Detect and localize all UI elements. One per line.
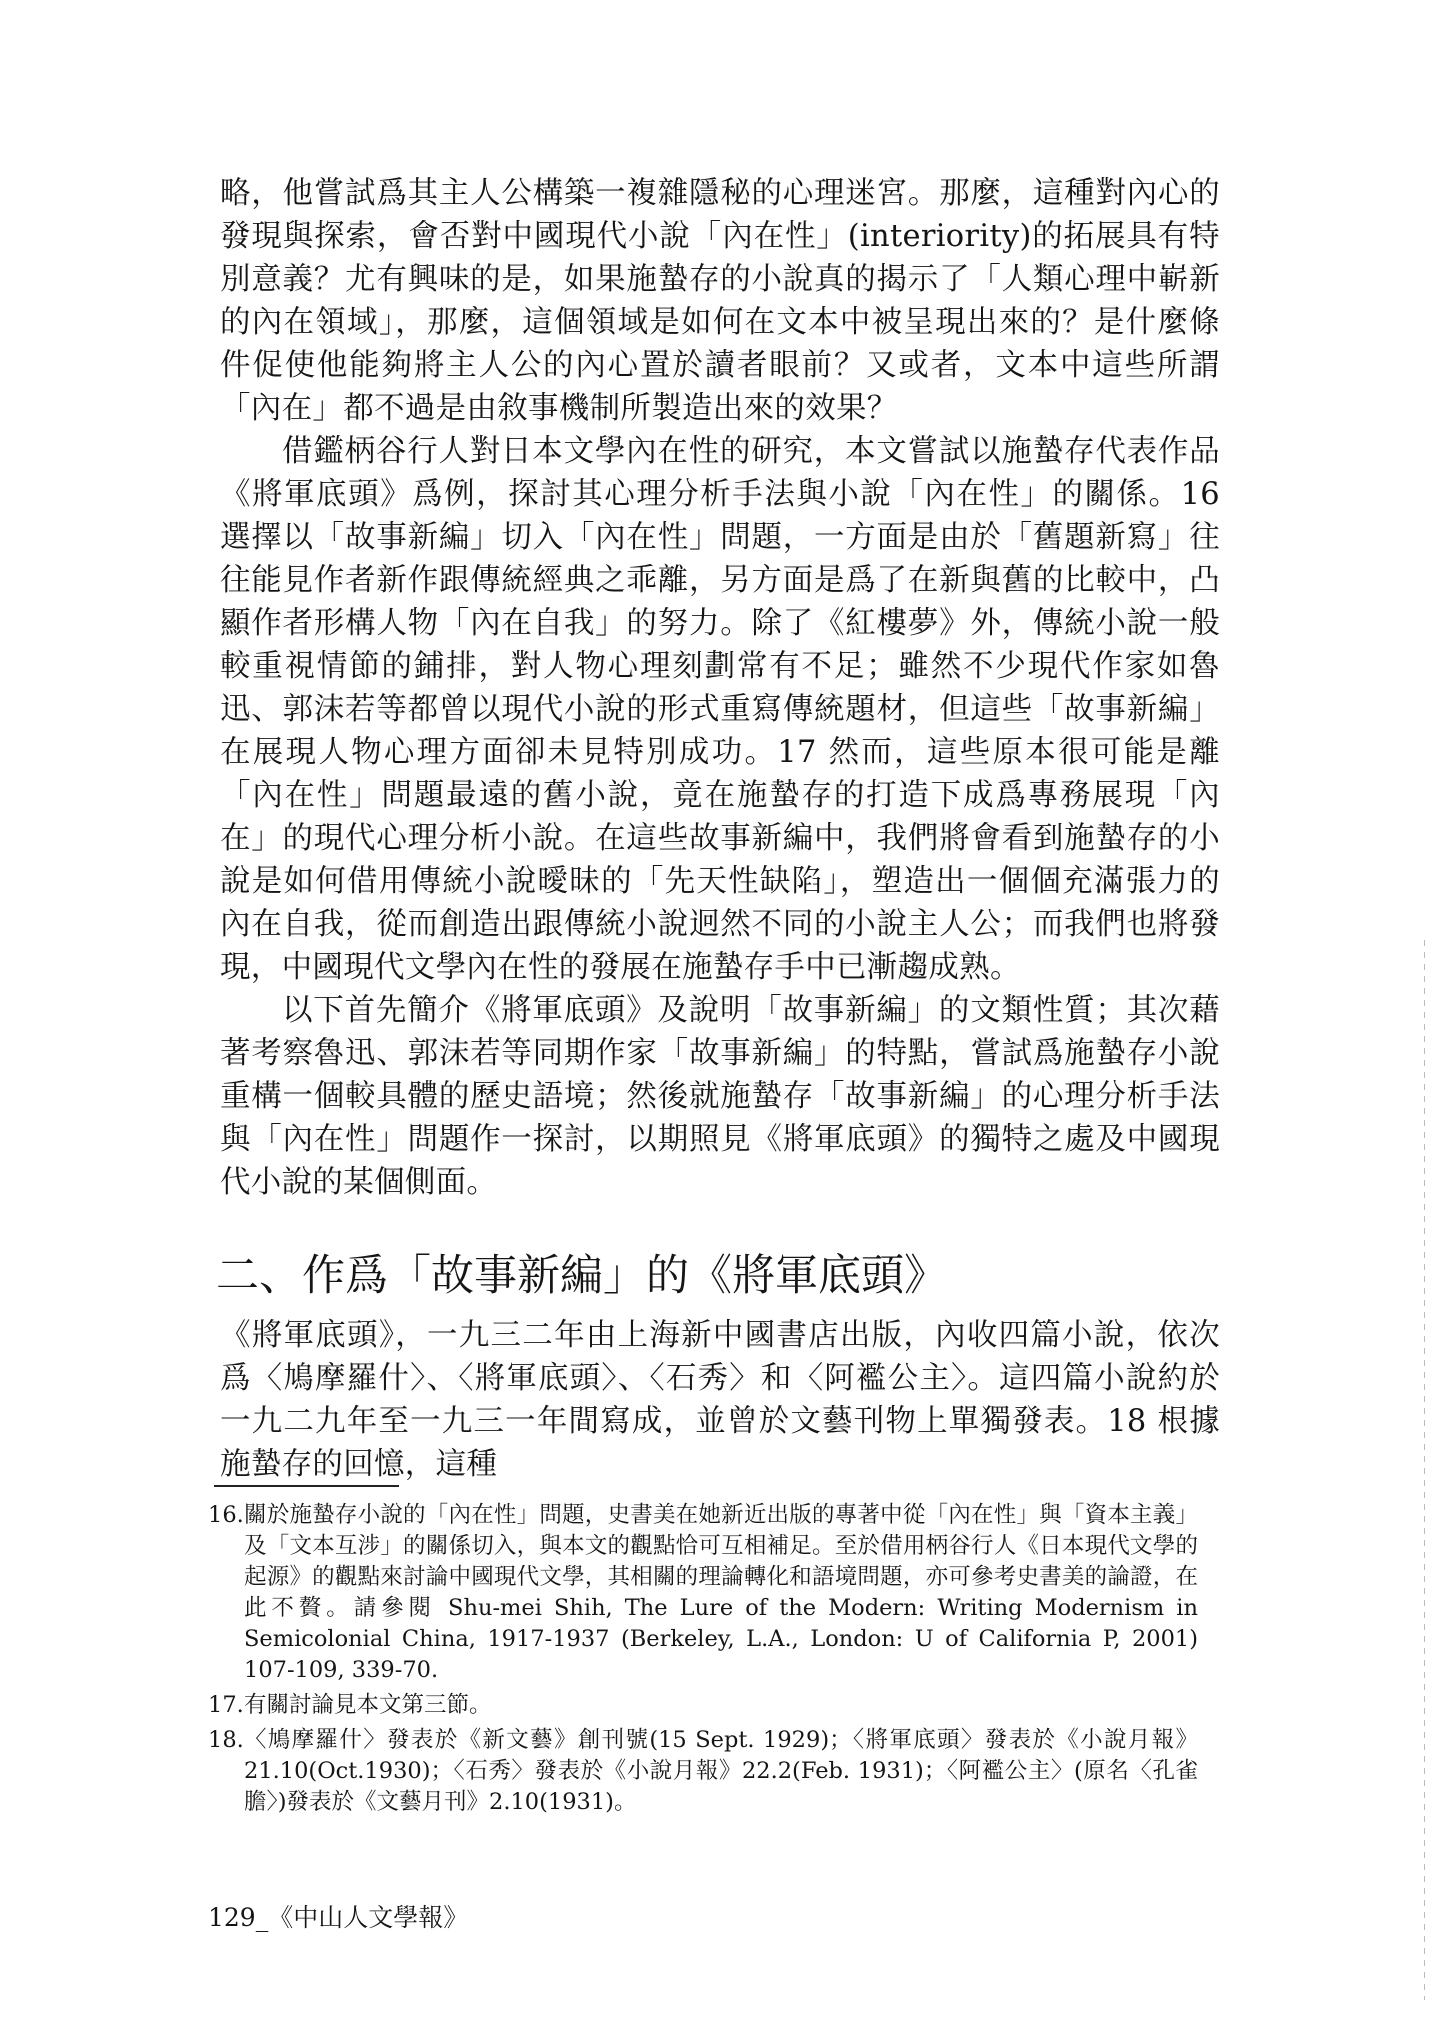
footnotes: [208, 1500, 1198, 1822]
body-text-lower: [220, 1314, 1220, 1486]
body-paragraph-2: 借鑑柄谷行人對日本文學內在性的研究，本文嘗試以施蟄存代表作品《將軍底頭》爲例，探討其心理分析手法與小說「內在性」的關係。16 選擇以「故事新編」切入「內在性」問題，一方面是由於「舊題新寫」往往能見作者新作跟傳統經典之乖離，另方面是爲了在新與舊的比較中，凸顯作者形構人物「內在自我」的努力。除了《紅樓夢》外，傳統小說一般較重視情節的鋪排，對人物心理刻劃常有不足；雖然不少現代作家如魯迅、郭沫若等都曾以現代小說的形式重寫傳統題材，但這些「故事新編」在展現人物心理方面卻未見特別成功。17 然而，這些原本很可能是離「內在性」問題最遠的舊小說，竟在施蟄存的打造下成爲專務展現「內在」的現代心理分析小說。在這些故事新編中，我們將會看到施蟄存的小說是如何借用傳統小說曖昧的「先天性缺陷」，塑造出一個個充滿張力的內在自我，從而創造出跟傳統小說迥然不同的小說主人公；而我們也將發現，中國現代文學內在性的發展在施蟄存手中已漸趨成熟。: [220, 434, 1220, 985]
footnote-text: 〈鳩摩羅什〉發表於《新文藝》創刊號(15 Sept. 1929)；〈將軍底頭〉發表於《小說月報》21.10(Oct.1930)；〈石秀〉發表於《小說月報》22.2(Feb. 1931)；〈阿襤公主〉(原名〈孔雀膽〉)發表於《文藝月刊》2.10(1931)。: [244, 1727, 1198, 1815]
footnote-text: 有關討論見本文第三節。: [244, 1692, 492, 1718]
footnote-number: 16.: [208, 1502, 244, 1528]
footnote-18: [208, 1725, 1198, 1818]
page-folio: 129_《中山人文學報》: [208, 1903, 469, 1932]
footnote-number: 18.: [208, 1727, 244, 1753]
body-text-upper: [220, 172, 1220, 1204]
body-paragraph-1: 略，他嘗試爲其主人公構築一複雜隱秘的心理迷宮。那麼，這種對內心的發現與探索，會否對中國現代小說「內在性」(interiority)的拓展具有特別意義？尤有興味的是，如果施蟄存的小說真的揭示了「人類心理中嶄新的內在領域」，那麼，這個領域是如何在文本中被呈現出來的？是什麼條件促使他能夠將主人公的內心置於讀者眼前？又或者，文本中這些所謂「內在」都不過是由敘事機制所製造出來的效果？: [220, 176, 1220, 426]
body-paragraph-3: 以下首先簡介《將軍底頭》及說明「故事新編」的文類性質；其次藉著考察魯迅、郭沫若等同期作家「故事新編」的特點，嘗試爲施蟄存小說重構一個較具體的歷史語境；然後就施蟄存「故事新編」的心理分析手法與「內在性」問題作一探討，以期照見《將軍底頭》的獨特之處及中國現代小說的某個側面。: [220, 993, 1220, 1200]
footnote-16: [208, 1500, 1198, 1686]
footnote-number: 17.: [208, 1692, 244, 1718]
section-heading: 二、作爲「故事新編」的《將軍底頭》: [216, 1251, 947, 1301]
section-paragraph: 《將軍底頭》，一九三二年由上海新中國書店出版，內收四篇小說，依次爲〈鳩摩羅什〉、〈將軍底頭〉、〈石秀〉和〈阿襤公主〉。這四篇小說約於一九二九年至一九三一年間寫成，並曾於文藝刊物上單獨發表。18 根據施蟄存的回憶，這種: [220, 1318, 1220, 1482]
footnote-17: [208, 1690, 1198, 1721]
scan-edge-line: [1424, 940, 1425, 2000]
footnote-divider: [214, 1485, 399, 1487]
footnote-text: 關於施蟄存小說的「內在性」問題，史書美在她新近出版的專著中從「內在性」與「資本主義」及「文本互涉」的關係切入，與本文的觀點恰可互相補足。至於借用柄谷行人《日本現代文學的起源》的觀點來討論中國現代文學，其相關的理論轉化和語境問題，亦可參考史書美的論證，在此不贅。請參閱 Shu-mei Shih, The Lure of the Modern: Writing Modernism in Semicolonial China, 1917-1937 (Berkeley, L.A., London: U of California P, 2001) 107-109, 339-70.: [244, 1502, 1198, 1683]
